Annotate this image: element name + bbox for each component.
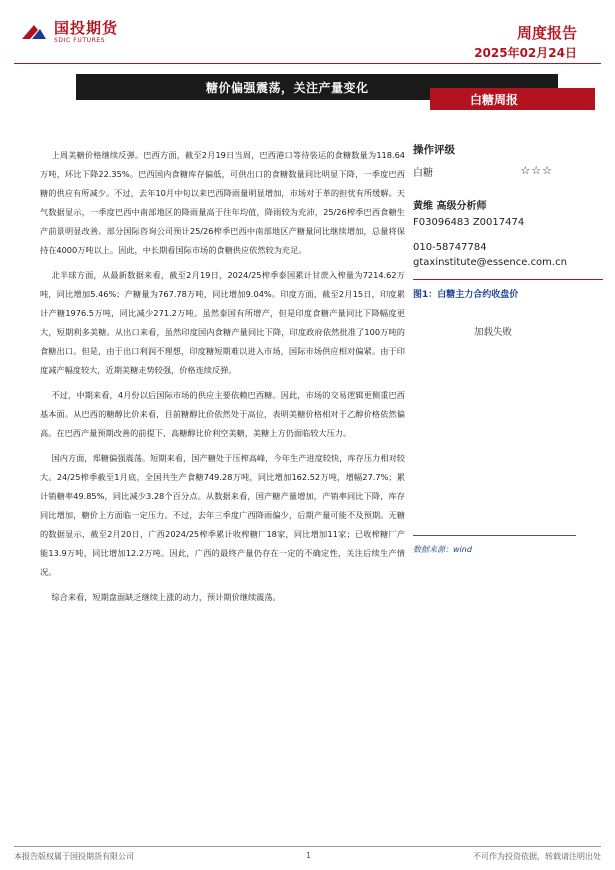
report-type: 周度报告 bbox=[516, 24, 577, 42]
rating-item: 白糖 bbox=[413, 168, 433, 179]
body-paragraph: 北半球方面，从最新数据来看，截至2月19日，2024/25榨季泰国累计甘蔗入榨量为7214.62万吨，同比增加5.46%；产糖量为767.78万吨，同比增加9.04%。印度方面，截至2月15日，印度累计产糖1976.5万吨，同比减少271.2万吨。虽然泰国有所增产，但是印度食糖产量同比下降幅度更大，短期利多美糖。从出口来看，虽然印度国内食糖产量同比下降，印度政府依然批准了100万吨的食糖出口。但是，由于出口利润不理想，印度糖短期难以进入市场，国际市场供应相对偏紧。由于印度减产幅度较大，近期美糖走势较强，价格连续反弹。 bbox=[40, 270, 405, 375]
footer-divider bbox=[14, 846, 601, 847]
data-source: 数据来源：wind bbox=[413, 545, 472, 554]
report-tag-label: 白糖周报 bbox=[470, 93, 519, 107]
body-paragraph: 上周美糖价格继续反弹。巴西方面，截至2月19日当周，巴西港口等待装运的食糖数量为118.64万吨，环比下降22.35%。巴西国内食糖库存偏低，可供出口的食糖数量同比明显下降，一季度巴西糖的供应有所减少。不过，去年10月中旬以来巴西降雨量明显增加，市场对于革的担忧有所缓解。天气数据显示，一季度巴西中南部地区的降雨量高于往年均值，降雨较为充沛，25/26榨季巴西食糖生产前景明显改善。部分国际咨询公司预计25/26榨季巴西中南部地区产糖量同比继续增加，总量将保持在4000万吨以上。因此，中长期看国际市场的食糖供应依然较为充足。 bbox=[40, 150, 405, 255]
source-divider bbox=[413, 535, 576, 536]
report-body bbox=[40, 146, 405, 607]
report-date: 2025年02月24日 bbox=[474, 46, 577, 60]
body-paragraph: 不过，中期来看，4月份以后国际市场的供应主要依赖巴西糖。因此，市场的交易逻辑更侧重巴西基本面。从巴西的糖醇比价来看，目前糖醇比价依然处于高位，表明美糖价格相对于乙醇价格依然偏高。在巴西产量预期改善的前提下，高糖醇比价利空美糖，美糖上方仍面临较大压力。 bbox=[40, 390, 405, 438]
figure-load-failed-text: 加载失败 bbox=[473, 327, 512, 338]
analyst-email: gtaxinstitute@essence.com.cn bbox=[413, 257, 567, 268]
body-paragraph: 综合来看，短期盘面缺乏继续上涨的动力，预计期价继续震荡。 bbox=[51, 592, 281, 602]
sidebar bbox=[413, 142, 603, 338]
page-number: 1 bbox=[306, 851, 312, 860]
header-divider bbox=[14, 63, 601, 64]
analyst-license: F03096483 Z0017474 bbox=[413, 217, 525, 228]
sidebar-divider bbox=[413, 279, 603, 280]
company-name-en: SDIC FUTURES bbox=[54, 37, 106, 44]
report-title: 糖价偏强震荡，关注产量变化 bbox=[206, 81, 369, 95]
figure-title: 图1：白糖主力合约收盘价 bbox=[413, 290, 519, 300]
rating-label: 操作评级 bbox=[413, 144, 455, 156]
analyst-name: 黄维 高级分析师 bbox=[413, 201, 487, 212]
analyst-phone: 010-58747784 bbox=[413, 242, 487, 253]
logo-mark-icon bbox=[20, 21, 48, 45]
rating-stars-icon: ☆☆☆ bbox=[520, 164, 553, 177]
rating-row bbox=[413, 164, 553, 179]
footer-disclaimer: 不可作为投资依据，转载请注明出处 bbox=[473, 852, 601, 861]
company-logo bbox=[20, 20, 118, 45]
body-paragraph: 国内方面，郑糖偏强震荡。短期来看，国产糖处于压榨高峰，今年生产进度较快，库存压力相对较大。24/25榨季截至1月底，全国共生产食糖749.28万吨，同比增加162.52万吨，增幅27.7%；累计销糖率49.85%，同比减少3.28个百分点。从数据来看，国产糖产量增加，产销率同比下降，库存同比增加，糖价上方面临一定压力。不过，去年三季度广西降雨偏少，后期产量可能不及预期。无糖的数据显示，截至2月20日，广西2024/25榨季累计收榨糖厂18家，同比增加11家；已收榨糖厂产能13.9万吨，同比增加12.2万吨。因此，广西的最终产量仍存在一定的不确定性，关注后续生产情况。 bbox=[40, 453, 405, 577]
company-name-cn: 国投期货 bbox=[54, 19, 119, 37]
footer-copyright: 本报告版权属于国投期货有限公司 bbox=[14, 852, 134, 861]
report-tag bbox=[430, 88, 595, 110]
